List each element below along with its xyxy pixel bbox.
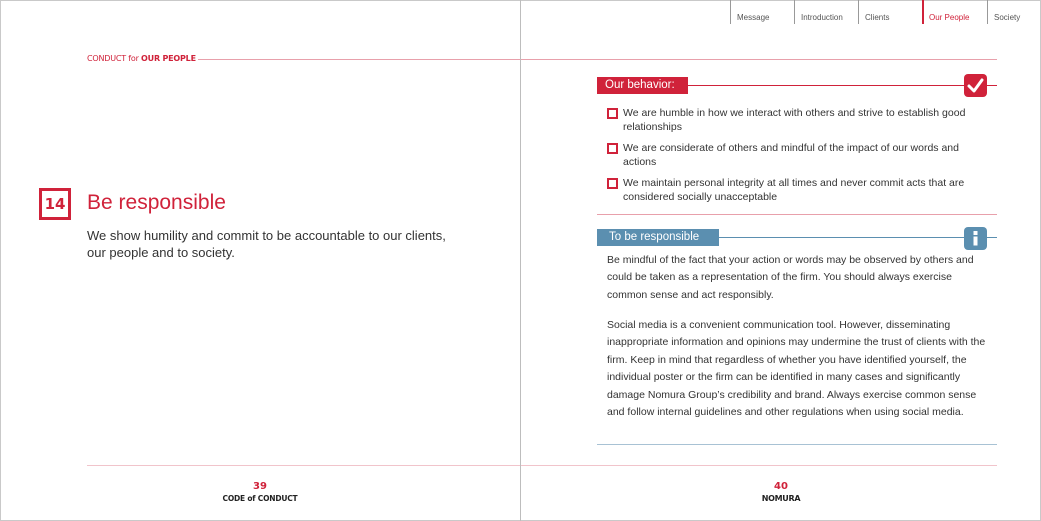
behavior-rule bbox=[688, 85, 997, 86]
tab-clients[interactable]: Clients bbox=[858, 0, 922, 24]
section-prefix: CONDUCT for bbox=[87, 54, 139, 63]
behavior-list bbox=[607, 106, 987, 211]
lead-text: We show humility and commit to be accountable to our clients, our people and to society. bbox=[87, 228, 446, 260]
page-number-right: 40 bbox=[774, 481, 788, 492]
divider bbox=[597, 214, 997, 215]
footer-rule-right bbox=[521, 465, 997, 466]
section-name: OUR PEOPLE bbox=[141, 54, 196, 63]
info-rule bbox=[719, 237, 997, 238]
rule-number-badge: 14 bbox=[39, 188, 71, 220]
info-label: To be responsible bbox=[597, 229, 719, 246]
checkbox-icon bbox=[607, 178, 618, 189]
paragraph: Be mindful of the fact that your action or words may be observed by others and could be taken as a representation of the firm. You should always exercise common sense and act responsibly. bbox=[607, 254, 974, 301]
behavior-label: Our behavior: bbox=[597, 77, 688, 94]
info-icon bbox=[964, 227, 987, 250]
list-item bbox=[607, 106, 987, 134]
checkbox-icon bbox=[607, 143, 618, 154]
footer-title: CODE of CONDUCT bbox=[222, 494, 298, 503]
tab-introduction[interactable]: Introduction bbox=[794, 0, 858, 24]
tab-message[interactable]: Message bbox=[730, 0, 794, 24]
checkbox-icon bbox=[607, 108, 618, 119]
section-label bbox=[87, 54, 196, 63]
book-spine bbox=[520, 0, 521, 521]
tab-society[interactable]: Society bbox=[987, 0, 1039, 24]
behavior-text: We maintain personal integrity at all times and never commit acts that are considered socially unacceptable bbox=[623, 177, 965, 203]
paragraph: Social media is a convenient communication tool. However, disseminating inappropriate information and opinions may undermine the trust of clients with the firm. Keep in mind that regardless of whether you have identified yourself, the individual poster or the firm can be identified in many cases and significantly damage Nomura Group’s credibility and brand. Always exercise common sense and follow internal guidelines and other regulations when using social media. bbox=[607, 319, 986, 419]
footer-rule-left bbox=[87, 465, 520, 466]
divider bbox=[597, 444, 997, 445]
list-item bbox=[607, 176, 987, 204]
page-title: Be responsible bbox=[87, 191, 226, 214]
header-rule-right bbox=[521, 59, 997, 60]
section-rule bbox=[198, 59, 520, 60]
list-item bbox=[607, 141, 987, 169]
behavior-text: We are humble in how we interact with others and strive to establish good relationships bbox=[623, 107, 966, 133]
checkmark-icon bbox=[964, 74, 987, 97]
behavior-text: We are considerate of others and mindful of the impact of our words and actions bbox=[623, 142, 959, 168]
brand-logo: NOMURA bbox=[761, 494, 801, 503]
page-number-left: 39 bbox=[253, 481, 267, 492]
tab-our-people[interactable]: Our People bbox=[922, 0, 987, 24]
